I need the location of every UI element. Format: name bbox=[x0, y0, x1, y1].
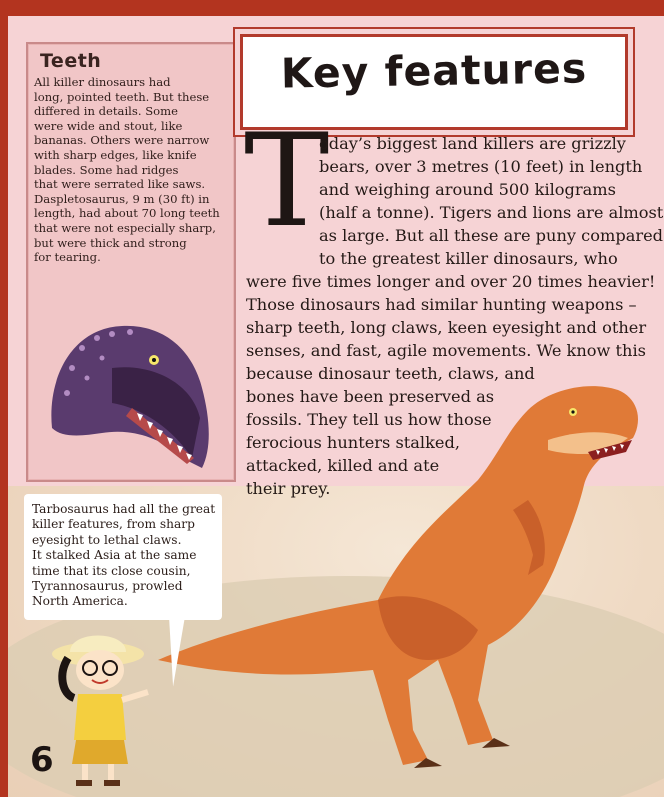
body-line: their prey. bbox=[246, 479, 331, 498]
speech-bubble bbox=[24, 494, 222, 620]
sidebar-line: long, pointed teeth. But these bbox=[34, 89, 210, 104]
body-line: Those dinosaurs had similar hunting weapons – bbox=[246, 295, 637, 314]
bubble-line: time that its close cousin, bbox=[32, 563, 191, 578]
body-line: and weighing around 500 kilograms bbox=[319, 180, 616, 199]
tarbosaurus-icon bbox=[148, 360, 648, 790]
body-line: as large. But all these are puny compared bbox=[319, 226, 664, 245]
sidebar-line: bananas. Others were narrow bbox=[34, 133, 210, 148]
body-line: fossils. They tell us how those bbox=[246, 410, 492, 429]
sidebar-line: for tearing. bbox=[34, 250, 101, 265]
bubble-line: Tarbosaurus had all the great bbox=[32, 502, 216, 516]
sidebar-line: were wide and stout, like bbox=[34, 118, 183, 133]
body-line: attacked, killed and ate bbox=[246, 456, 440, 475]
bubble-line: eyesight to lethal claws. bbox=[32, 532, 182, 547]
body-line: bones have been preserved as bbox=[246, 387, 495, 406]
body-line: ferocious hunters stalked, bbox=[246, 433, 461, 452]
body-line: (half a tonne). Tigers and lions are almost bbox=[319, 203, 664, 222]
sidebar-line: differed in details. Some bbox=[34, 104, 178, 119]
body-line: bears, over 3 metres (10 feet) in length bbox=[319, 157, 643, 176]
page-title: Key features bbox=[280, 44, 588, 98]
bubble-line: It stalked Asia at the same bbox=[32, 548, 197, 563]
sidebar-line: blades. Some had ridges bbox=[34, 162, 179, 177]
bubble-line: killer features, from sharp bbox=[32, 517, 195, 532]
body-line: were five times longer and over 20 times heavier! bbox=[246, 272, 656, 291]
dropcap-letter: T bbox=[244, 107, 330, 256]
sidebar-line: with sharp edges, like knife bbox=[34, 147, 197, 162]
sidebar-line: that were not especially sharp, bbox=[34, 220, 216, 235]
sidebar-text bbox=[34, 75, 232, 265]
bubble-line: Tyrannosaurus, prowled bbox=[32, 579, 183, 594]
sidebar-line: All killer dinosaurs had bbox=[34, 75, 171, 89]
explorer-guide-icon bbox=[48, 624, 158, 794]
body-line: to the greatest killer dinosaurs, who bbox=[319, 249, 618, 268]
sidebar-line: that were serrated like saws. bbox=[34, 177, 206, 192]
sidebar-line: length, had about 70 long teeth bbox=[34, 206, 220, 221]
page-number: 6 bbox=[30, 740, 54, 780]
body-line: sharp teeth, long claws, keen eyesight and other bbox=[246, 318, 647, 337]
body-line: senses, and fast, agile movements. We know this bbox=[246, 341, 646, 360]
bubble-line: North America. bbox=[32, 594, 128, 609]
sidebar-line: Daspletosaurus, 9 m (30 ft) in bbox=[34, 191, 210, 206]
sidebar-title: Teeth bbox=[40, 50, 102, 72]
bubble-text bbox=[32, 502, 218, 610]
body-line: oday’s biggest land killers are grizzly bbox=[319, 134, 626, 153]
body-line: because dinosaur teeth, claws, and bbox=[246, 364, 535, 383]
sidebar-line: but were thick and strong bbox=[34, 235, 187, 250]
book-page bbox=[8, 16, 664, 797]
